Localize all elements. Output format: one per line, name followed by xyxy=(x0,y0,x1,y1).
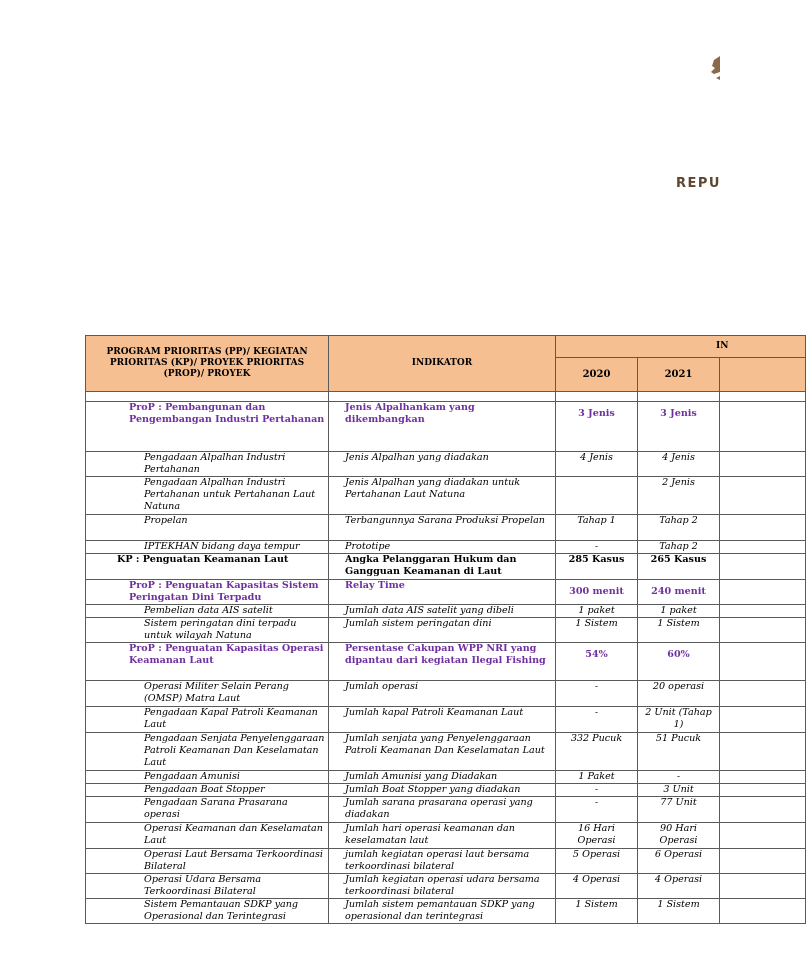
cell-2020: 4 Operasi xyxy=(556,874,638,899)
cell-program: Pengadaan Senjata Penyelenggaraan Patroli Keamanan Dan Keselamatan Laut xyxy=(86,733,329,771)
cell-next-year xyxy=(720,392,806,402)
table-row xyxy=(86,733,806,771)
cell-program: Pengadaan Sarana Prasarana operasi xyxy=(86,797,329,823)
cell-2021: 2 Unit (Tahap 1) xyxy=(638,707,720,733)
header-indikator: INDIKATOR xyxy=(329,336,556,392)
cell-indikator: Terbangunnya Sarana Produksi Propelan xyxy=(329,515,556,541)
cell-next-year xyxy=(720,618,806,643)
table-row xyxy=(86,771,806,784)
cell-next-year xyxy=(720,771,806,784)
table-row xyxy=(86,477,806,515)
table-row xyxy=(86,515,806,541)
cell-2021: Tahap 2 xyxy=(638,515,720,541)
cell-indikator: Angka Pelanggaran Hukum dan Gangguan Keamanan di Laut xyxy=(329,554,556,580)
cell-2020: 54% xyxy=(556,643,638,681)
cell-indikator: Jenis Alpalhankam yang dikembangkan xyxy=(329,402,556,452)
cell-program: Operasi Keamanan dan Keselamatan Laut xyxy=(86,823,329,849)
header-program: PROGRAM PRIORITAS (PP)/ KEGIATAN PRIORITAS (KP)/ PROYEK PRIORITAS (PROP)/ PROYEK xyxy=(86,336,329,392)
cell-2021: - xyxy=(638,771,720,784)
cell-indikator: Jumlah data AIS satelit yang dibeli xyxy=(329,605,556,618)
indicator-table xyxy=(85,335,806,924)
cell-2021: 1 Sistem xyxy=(638,618,720,643)
cell-next-year xyxy=(720,643,806,681)
cell-2020: 1 Sistem xyxy=(556,618,638,643)
cell-indikator: Jenis Alpalhan yang diadakan xyxy=(329,452,556,477)
cell-2020: 300 menit xyxy=(556,580,638,605)
header-2020: 2020 xyxy=(556,358,638,392)
cell-next-year xyxy=(720,823,806,849)
cell-2020: 1 Paket xyxy=(556,771,638,784)
cell-next-year xyxy=(720,402,806,452)
table-row xyxy=(86,899,806,924)
cell-program: Sistem Pemantauan SDKP yang Operasional dan Terintegrasi xyxy=(86,899,329,924)
cell-next-year xyxy=(720,733,806,771)
cell-2020 xyxy=(556,477,638,515)
cell-2021: 60% xyxy=(638,643,720,681)
table-row xyxy=(86,605,806,618)
cell-next-year xyxy=(720,784,806,797)
cell-2020: 1 Sistem xyxy=(556,899,638,924)
cell-indikator: Jumlah sistem pemantauan SDKP yang operasional dan terintegrasi xyxy=(329,899,556,924)
cell-indikator: Jumlah operasi xyxy=(329,681,556,707)
cell-program: ProP : Penguatan Kapasitas Sistem Peringatan Dini Terpadu xyxy=(86,580,329,605)
table-row xyxy=(86,823,806,849)
cell-program xyxy=(86,392,329,402)
cell-2020: - xyxy=(556,797,638,823)
cell-2021: 77 Unit xyxy=(638,797,720,823)
cell-program: KP : Penguatan Keamanan Laut xyxy=(86,554,329,580)
table-row xyxy=(86,849,806,874)
cell-program: Sistem peringatan dini terpadu untuk wilayah Natuna xyxy=(86,618,329,643)
table-row xyxy=(86,874,806,899)
cell-program: Operasi Laut Bersama Terkoordinasi Bilateral xyxy=(86,849,329,874)
cell-program: IPTEKHAN bidang daya tempur xyxy=(86,541,329,554)
cell-next-year xyxy=(720,797,806,823)
cell-2020: - xyxy=(556,681,638,707)
cell-2021: 51 Pucuk xyxy=(638,733,720,771)
cell-program: Pengadaan Amunisi xyxy=(86,771,329,784)
table-row xyxy=(86,541,806,554)
cell-next-year xyxy=(720,554,806,580)
cell-indikator: Jumlah Amunisi yang Diadakan xyxy=(329,771,556,784)
header-next-year xyxy=(720,358,806,392)
cell-next-year xyxy=(720,899,806,924)
cell-program: ProP : Pembangunan dan Pengembangan Industri Pertahanan xyxy=(86,402,329,452)
cell-next-year xyxy=(720,605,806,618)
cell-program: ProP : Penguatan Kapasitas Operasi Keamanan Laut xyxy=(86,643,329,681)
cell-indikator: Jumlah kegiatan operasi udara bersama terkoordinasi bilateral xyxy=(329,874,556,899)
cell-program: Operasi Militer Selain Perang (OMSP) Matra Laut xyxy=(86,681,329,707)
cell-2021: 2 Jenis xyxy=(638,477,720,515)
cell-2021: 1 paket xyxy=(638,605,720,618)
cell-indikator: Jenis Alpalhan yang diadakan untuk Pertahanan Laut Natuna xyxy=(329,477,556,515)
cell-next-year xyxy=(720,452,806,477)
cell-2020: 332 Pucuk xyxy=(556,733,638,771)
cell-program: Pengadaan Boat Stopper xyxy=(86,784,329,797)
cell-next-year xyxy=(720,515,806,541)
cell-2021: Tahap 2 xyxy=(638,541,720,554)
cell-2021: 3 Jenis xyxy=(638,402,720,452)
letterhead-title: REPU xyxy=(676,176,721,191)
cell-2021: 6 Operasi xyxy=(638,849,720,874)
cell-indikator: Jumlah kapal Patroli Keamanan Laut xyxy=(329,707,556,733)
cell-program: Pengadaan Alpalhan Industri Pertahanan xyxy=(86,452,329,477)
cell-2021: 20 operasi xyxy=(638,681,720,707)
table-row xyxy=(86,643,806,681)
cell-2021: 3 Unit xyxy=(638,784,720,797)
table-row xyxy=(86,392,806,402)
table-row xyxy=(86,681,806,707)
cell-next-year xyxy=(720,707,806,733)
cell-2020: 4 Jenis xyxy=(556,452,638,477)
cell-2021: 240 menit xyxy=(638,580,720,605)
cell-2020: 16 Hari Operasi xyxy=(556,823,638,849)
cell-program: Pembelian data AIS satelit xyxy=(86,605,329,618)
cell-2020: 3 Jenis xyxy=(556,402,638,452)
cell-indikator: Jumlah Boat Stopper yang diadakan xyxy=(329,784,556,797)
header-2021: 2021 xyxy=(638,358,720,392)
cell-2020: - xyxy=(556,707,638,733)
cell-2020: 285 Kasus xyxy=(556,554,638,580)
cell-indikator: Jumlah senjata yang Penyelenggaraan Patroli Keamanan Dan Keselamatan Laut xyxy=(329,733,556,771)
cell-next-year xyxy=(720,541,806,554)
cell-indikator xyxy=(329,392,556,402)
table-row xyxy=(86,797,806,823)
cell-indikator: Prototipe xyxy=(329,541,556,554)
cell-next-year xyxy=(720,681,806,707)
table-row xyxy=(86,707,806,733)
cell-indikator: jumlah kegiatan operasi laut bersama terkoordinasi bilateral xyxy=(329,849,556,874)
cell-program: Pengadaan Alpalhan Industri Pertahanan untuk Pertahanan Laut Natuna xyxy=(86,477,329,515)
header-target-group: IN xyxy=(556,336,806,358)
cell-2020 xyxy=(556,392,638,402)
cell-indikator: Jumlah hari operasi keamanan dan keselamatan laut xyxy=(329,823,556,849)
cell-indikator: Jumlah sistem peringatan dini xyxy=(329,618,556,643)
table-row xyxy=(86,580,806,605)
cell-2021: 1 Sistem xyxy=(638,899,720,924)
cell-program: Pengadaan Kapal Patroli Keamanan Laut xyxy=(86,707,329,733)
table-row xyxy=(86,554,806,580)
cell-2021: 4 Jenis xyxy=(638,452,720,477)
cell-2020: Tahap 1 xyxy=(556,515,638,541)
cell-2021 xyxy=(638,392,720,402)
cell-next-year xyxy=(720,580,806,605)
cell-2021: 4 Operasi xyxy=(638,874,720,899)
cell-2020: - xyxy=(556,541,638,554)
table-row xyxy=(86,402,806,452)
cell-2021: 90 Hari Operasi xyxy=(638,823,720,849)
cell-indikator: Persentase Cakupan WPP NRI yang dipantau dari kegiatan Ilegal Fishing xyxy=(329,643,556,681)
cell-program: Propelan xyxy=(86,515,329,541)
cell-2020: 1 paket xyxy=(556,605,638,618)
cell-indikator: Relay Time xyxy=(329,580,556,605)
table-row xyxy=(86,618,806,643)
cell-2021: 265 Kasus xyxy=(638,554,720,580)
garuda-emblem-icon xyxy=(706,50,720,90)
cell-next-year xyxy=(720,849,806,874)
cell-2020: 5 Operasi xyxy=(556,849,638,874)
cell-next-year xyxy=(720,874,806,899)
table-body xyxy=(86,392,806,924)
cell-next-year xyxy=(720,477,806,515)
cell-indikator: Jumlah sarana prasarana operasi yang diadakan xyxy=(329,797,556,823)
cell-program: Operasi Udara Bersama Terkoordinasi Bilateral xyxy=(86,874,329,899)
table-row xyxy=(86,784,806,797)
cell-2020: - xyxy=(556,784,638,797)
table-row xyxy=(86,452,806,477)
